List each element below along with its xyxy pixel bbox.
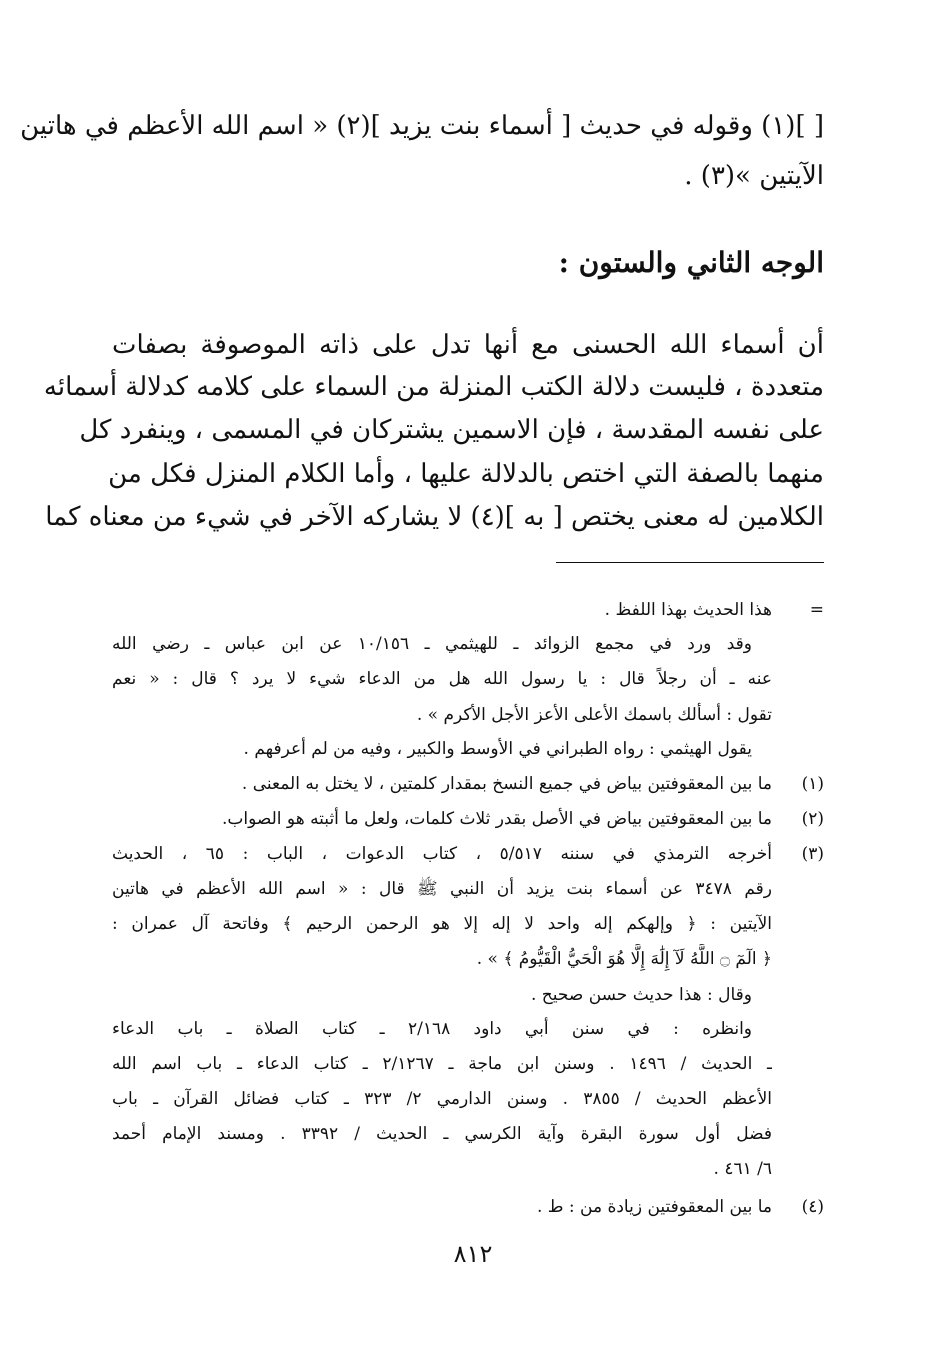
intro-line-1: [ ](١) وقوله في حديث [ أسماء بنت يزيد ](٢) « اسم الله الأعظم في هاتين [20, 111, 824, 141]
footnote-number: (٤) [801, 1197, 824, 1217]
footnote-number: (٢) [801, 809, 824, 829]
footnote-line: (٣) أخرجه الترمذي في سننه ٥/٥١٧ ، كتاب الدعوات ، الباب : ٦٥ ، الحديث [112, 839, 824, 869]
footnote-line: فضل أول سورة البقرة وآية الكرسي ـ الحديث / ٣٣٩٢ . ومسند الإمام أحمد [112, 1124, 772, 1144]
footnote-separator [556, 562, 824, 563]
footnote-line: رقم ٣٤٧٨ عن أسماء بنت يزيد أن النبي ﷺ قال : « اسم الله الأعظم في هاتين [112, 879, 772, 899]
page-number: ٨١٢ [453, 1240, 493, 1268]
body-line: منهما بالصفة التي اختص بالدلالة عليها ، وأما الكلام المنزل فكل من [108, 459, 824, 489]
footnote-line: وقد ورد في مجمع الزوائد ـ للهيثمي ـ ١٠/١٥٦ عن ابن عباس ـ رضي الله [112, 634, 752, 654]
body-line: متعددة ، فليست دلالة الكتب المنزلة من السماء على كلامه كدلالة أسمائه [43, 372, 824, 402]
body-line: على نفسه المقدسة ، فإن الاسمين يشتركان في المسمى ، وينفرد كل [79, 415, 824, 445]
section-heading: الوجه الثاني والستون : [558, 246, 824, 279]
footnote-line: (٢) ما بين المعقوفتين بياض في الأصل بقدر ثلاث كلمات، ولعل ما أثبته هو الصواب. [112, 804, 824, 834]
footnote-line: الأعظم الحديث / ٣٨٥٥ . وسنن الدارمي ٢/ ٣٢٣ ـ كتاب فضائل القرآن ـ باب [112, 1089, 772, 1109]
footnote-line: وقال : هذا حديث حسن صحيح . [530, 985, 752, 1005]
footnote-line: (٤) ما بين المعقوفتين زيادة من : ط . [112, 1192, 824, 1222]
body-line: أن أسماء الله الحسنى مع أنها تدل على ذاته الموصوفة بصفات [112, 330, 824, 360]
footnote-line: (١) ما بين المعقوفتين بياض في جميع النسخ بمقدار كلمتين ، لا يختل به المعنى . [112, 769, 824, 799]
body-line: الكلامين له معنى يختص [ به ](٤) لا يشاركه الآخر في شيء من معناه كما [45, 502, 824, 532]
footnote-number: (٣) [801, 844, 824, 864]
footnote-line: يقول الهيثمي : رواه الطبراني في الأوسط والكبير ، وفيه من لم أعرفهم . [243, 739, 752, 759]
footnote-number: (١) [801, 774, 824, 794]
footnote-number: = [809, 600, 824, 620]
footnote-line: ﴿ الٓمٓ ۝ اللَّهُ لَآ إِلَٰهَ إِلَّا هُوَ الْحَيُّ الْقَيُّومُ ﴾ » . [476, 949, 772, 969]
footnote-line: ـ الحديث / ١٤٩٦ . وسنن ابن ماجة ـ ٢/١٢٦٧ ـ كتاب الدعاء ـ باب اسم الله [112, 1054, 772, 1074]
footnote-line: عنه ـ أن رجلاً قال : يا رسول الله هل من الدعاء شيء لا يرد ؟ قال : « نعم [112, 669, 772, 689]
footnote-line: تقول : أسألك باسمك الأعلى الأعز الأجل الأكرم » . [416, 705, 772, 725]
footnote-line: الآيتين : ﴿ وإلهكم إله واحد لا إله إلا هو الرحمن الرحيم ﴾ وفاتحة آل عمران : [112, 914, 772, 934]
footnote-line: وانظره : في سنن أبي داود ٢/١٦٨ ـ كتاب الصلاة ـ باب الدعاء [112, 1019, 752, 1039]
intro-line-2: الآيتين »(٣) . [684, 161, 824, 191]
footnote-line: ٦/ ٤٦١ . [713, 1159, 772, 1179]
footnote-line: = هذا الحديث بهذا اللفظ . [112, 595, 824, 625]
